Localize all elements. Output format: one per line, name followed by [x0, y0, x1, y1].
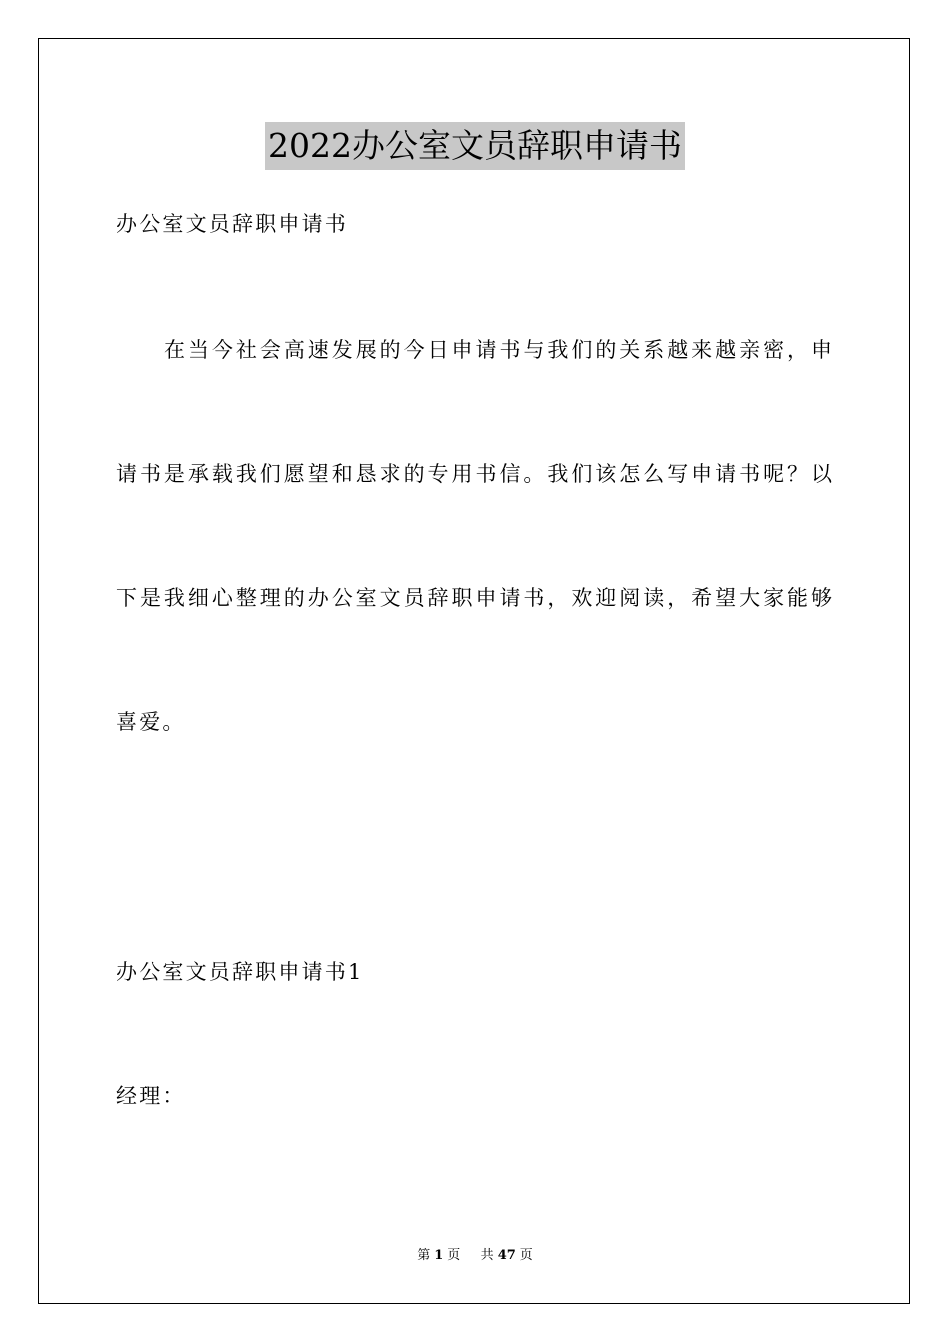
page-number: 1 [434, 1248, 444, 1263]
page-suffix: 页 [447, 1248, 461, 1263]
total-prefix: 共 [480, 1248, 494, 1263]
document-title: 2022办公室文员辞职申请书 [265, 122, 685, 170]
page-label [415, 1248, 462, 1263]
paragraph-line-4: 喜爱。 [116, 710, 186, 734]
total-suffix: 页 [519, 1248, 533, 1263]
page-footer [0, 1246, 950, 1266]
salutation: 经理： [116, 1084, 186, 1108]
section-heading: 办公室文员辞职申请书1 [116, 960, 364, 984]
paragraph-line-1: 在当今社会高速发展的今日申请书与我们的关系越来越亲密，申 [164, 338, 832, 362]
title-container [0, 122, 950, 170]
document-subtitle: 办公室文员辞职申请书 [116, 212, 348, 236]
paragraph-line-2: 请书是承载我们愿望和恳求的专用书信。我们该怎么写申请书呢？以 [116, 462, 832, 486]
page-prefix: 第 [417, 1248, 431, 1263]
total-label [479, 1248, 535, 1263]
paragraph-line-3: 下是我细心整理的办公室文员辞职申请书，欢迎阅读，希望大家能够 [116, 586, 832, 610]
total-pages: 47 [497, 1248, 516, 1263]
